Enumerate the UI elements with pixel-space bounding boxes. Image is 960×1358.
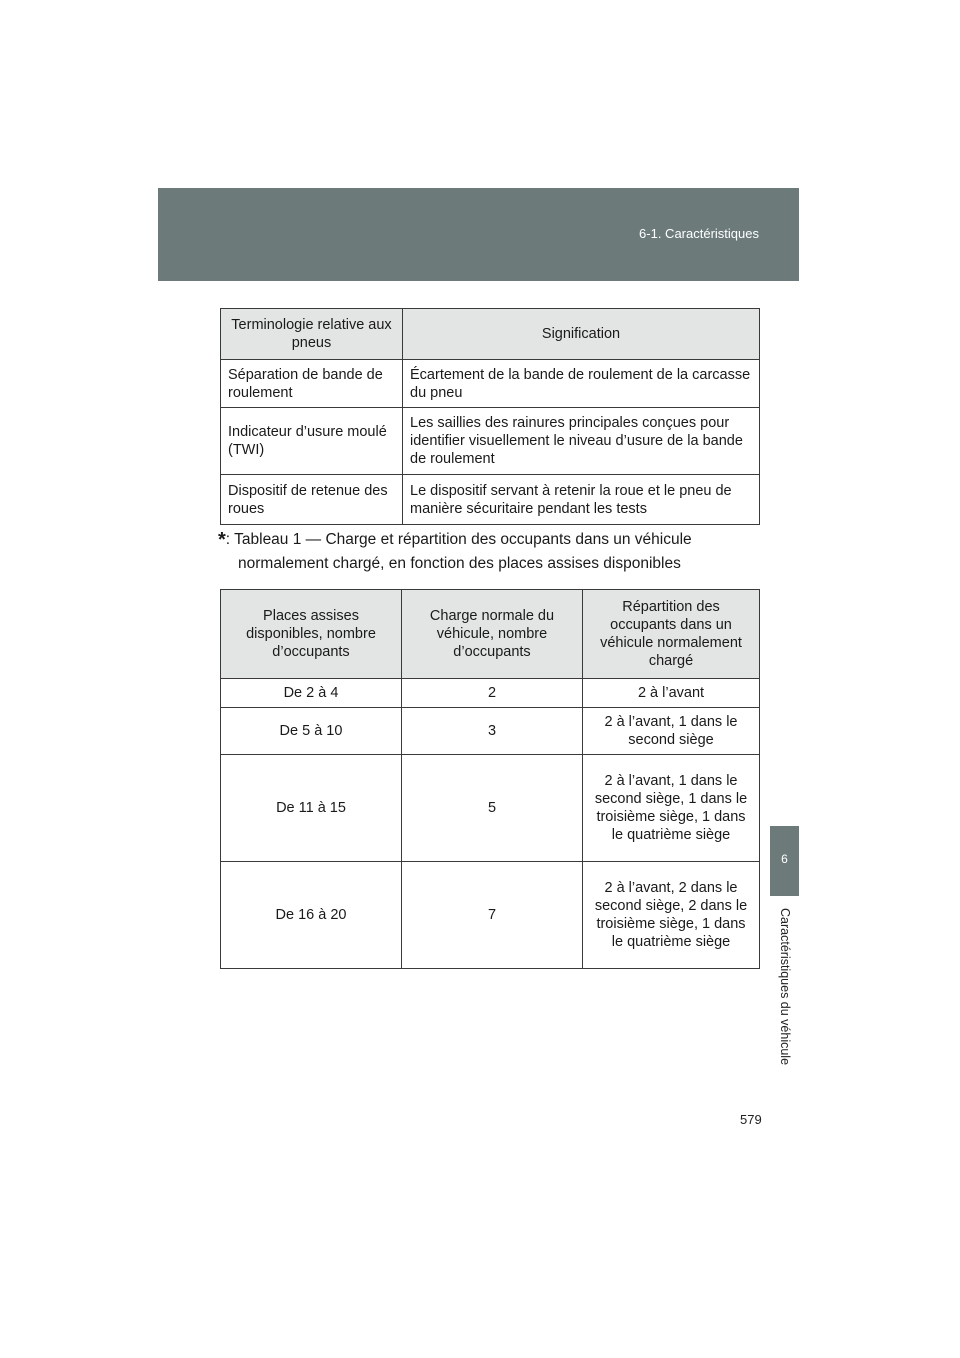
table-row	[221, 475, 760, 525]
table-row	[221, 862, 760, 969]
table-row	[221, 360, 760, 408]
header-load: Charge normale du véhicule, nombre d’occupants	[402, 590, 583, 679]
header-band	[158, 188, 799, 281]
distribution-cell: 2 à l’avant	[583, 679, 760, 708]
term-cell: Indicateur d’usure moulé (TWI)	[221, 408, 403, 475]
meaning-cell: Les saillies des rainures principales conçues pour identifier visuellement le niveau d’usure de la bande de roulement	[403, 408, 760, 475]
term-cell: Séparation de bande de roulement	[221, 360, 403, 408]
distribution-cell: 2 à l’avant, 1 dans le second siège	[583, 708, 760, 755]
distribution-cell: 2 à l’avant, 2 dans le second siège, 2 dans le troisième siège, 1 dans le quatrième siège	[583, 862, 760, 969]
load-cell: 5	[402, 755, 583, 862]
seats-cell: De 16 à 20	[221, 862, 402, 969]
load-cell: 7	[402, 862, 583, 969]
chapter-tab	[770, 826, 799, 896]
header-term: Terminologie relative aux pneus	[221, 309, 403, 360]
chapter-number: 6	[781, 852, 788, 866]
meaning-cell: Écartement de la bande de roulement de la carcasse du pneu	[403, 360, 760, 408]
load-cell: 2	[402, 679, 583, 708]
chapter-title: Caractéristiques du véhicule	[778, 908, 792, 1066]
table-row	[221, 708, 760, 755]
footnote-marker: *	[218, 529, 226, 551]
table-header-row	[221, 309, 760, 360]
header-distribution: Répartition des occupants dans un véhicule normalement chargé	[583, 590, 760, 679]
footnote-line2: normalement chargé, en fonction des places assises disponibles	[238, 555, 681, 572]
tire-terminology-table	[220, 308, 760, 525]
load-cell: 3	[402, 708, 583, 755]
table-row	[221, 679, 760, 708]
seats-cell: De 5 à 10	[221, 708, 402, 755]
page-number: 579	[740, 1112, 762, 1127]
occupant-load-table	[220, 589, 760, 969]
section-title: 6-1. Caractéristiques	[639, 226, 759, 241]
header-seats: Places assises disponibles, nombre d’occupants	[221, 590, 402, 679]
footnote	[218, 528, 758, 575]
seats-cell: De 11 à 15	[221, 755, 402, 862]
table-row	[221, 755, 760, 862]
seats-cell: De 2 à 4	[221, 679, 402, 708]
meaning-cell: Le dispositif servant à retenir la roue et le pneu de manière sécuritaire pendant les tests	[403, 475, 760, 525]
term-cell: Dispositif de retenue des roues	[221, 475, 403, 525]
header-meaning: Signification	[403, 309, 760, 360]
distribution-cell: 2 à l’avant, 1 dans le second siège, 1 dans le troisième siège, 1 dans le quatrième siège	[583, 755, 760, 862]
table-header-row	[221, 590, 760, 679]
footnote-line1: : Tableau 1 — Charge et répartition des occupants dans un véhicule	[225, 531, 692, 548]
table-row	[221, 408, 760, 475]
